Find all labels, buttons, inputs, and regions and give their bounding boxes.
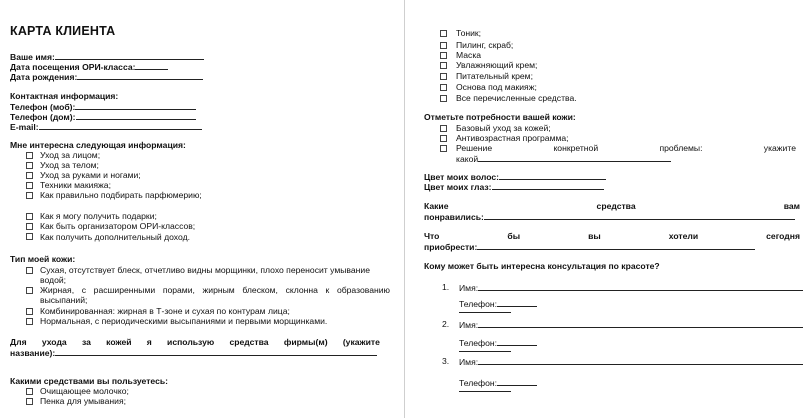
product-item: Очищающее молочко; [40,386,129,396]
email-field[interactable] [10,121,202,132]
word: средства [596,201,636,211]
liked-products-field[interactable] [424,211,795,222]
brand-name-field[interactable] [10,347,377,358]
products-heading: Какими средствами вы пользуетесь: [10,376,169,386]
checkbox-body-care[interactable] [26,162,33,169]
word: Для [10,337,27,347]
word: Жирная, [40,285,75,295]
word: хотели [668,231,699,241]
want-buy-text [424,231,800,241]
brand-care-text [10,337,380,347]
referral-number: 3. [442,356,450,366]
email-label: E-mail: [10,122,39,132]
word: я [146,337,152,347]
word: (укажите [342,337,380,347]
checkbox-organizer[interactable] [26,223,33,230]
referral-extra-line [459,351,511,352]
normal-skin-text: Нормальная, с периодическими высыпаниями и первыми морщинками. [40,316,328,326]
mobile-label: Телефон (моб): [10,102,76,112]
referral-phone-field[interactable] [459,298,537,309]
interest-item: Как правильно подбирать парфюмерию; [40,190,202,200]
word: фирмы(м) [283,337,328,347]
interest-item: Техники макияжа; [40,180,111,190]
referral-phone-line [497,337,537,346]
interest-item: Как я могу получить подарки; [40,211,157,221]
word: за [81,337,91,347]
referral-name-field[interactable] [459,319,803,330]
product-item: Маска [456,50,482,60]
name-label: Ваше имя: [10,52,55,62]
interest-item: Уход за руками и ногами; [40,170,141,180]
birth-date-field[interactable] [10,71,203,82]
word: Решение [456,143,493,153]
column-divider [404,0,405,418]
liked-products-text [424,201,800,211]
product-item: Тоник; [456,28,482,38]
checkbox-face-care[interactable] [26,152,33,159]
referral-phone-line [497,377,537,386]
checkbox-normal-skin[interactable] [26,318,33,325]
word: проблемы: [659,143,703,153]
visit-date-line [135,61,168,70]
contact-heading: Контактная информация: [10,91,119,101]
dry-skin-text-cont: водой; [40,275,67,285]
liked-products-label: понравились: [424,212,484,222]
referral-name-line [478,282,803,291]
product-item: Увлажняющий крем; [456,60,538,70]
want-buy-field[interactable] [424,241,755,252]
word: жирным [202,285,235,295]
checkbox-all-products[interactable] [440,95,447,102]
product-item: Пенка для умывания; [40,396,127,406]
interest-item: Уход за телом; [40,160,99,170]
needs-heading: Отметьте потребности вашей кожи: [424,112,576,122]
need-item: Антивозрастная программа; [456,133,569,143]
need-solution-text [456,143,796,153]
word: бы [507,231,521,241]
eye-color-field[interactable] [424,181,604,192]
hair-color-label: Цвет моих волос: [424,172,499,182]
word: средства [229,337,269,347]
name-line [55,51,204,60]
word: укажите [763,143,796,153]
specific-problem-field[interactable] [456,153,671,164]
checkbox-moisturizer[interactable] [440,62,447,69]
want-buy-line [477,241,755,250]
product-item: Основа под макияж; [456,82,537,92]
interest-item: Как получить дополнительный доход. [40,232,190,242]
referral-number: 1. [442,282,450,292]
hair-color-line [499,171,606,180]
checkbox-perfume[interactable] [26,192,33,199]
home-phone-line [76,111,196,120]
referral-name-field[interactable] [459,282,803,293]
want-buy-label: приобрести: [424,242,478,252]
product-item: Пилинг, скраб; [456,40,514,50]
oily-skin-text-cont: высыпаний; [40,295,88,305]
birth-date-line [77,71,203,80]
referral-name-line [478,356,803,365]
checkbox-income[interactable] [26,233,33,240]
brand-name-label: название): [10,348,56,358]
need-item: Базовый уход за кожей; [456,123,551,133]
mobile-line [75,101,196,110]
interests-heading: Мне интересна следующая информация: [10,140,186,150]
checkbox-specific-problem[interactable] [440,145,447,152]
referral-name-label: Имя: [459,283,479,293]
referral-phone-field[interactable] [459,337,537,348]
dry-skin-text: Сухая, отсутствует блеск, отчетливо видны морщинки, плохо переносит умывание [40,265,370,275]
checkbox-dry-skin[interactable] [26,267,33,274]
referral-name-line [478,319,803,328]
word: вы [588,231,601,241]
referral-name-label: Имя: [459,320,479,330]
email-line [39,121,202,130]
specific-problem-line [478,153,671,162]
referral-phone-label: Телефон: [459,338,498,348]
word: использую [167,337,215,347]
word: Какие [424,201,449,211]
checkbox-gifts[interactable] [26,213,33,220]
word: склонна [285,285,318,295]
checkbox-anti-age[interactable] [440,135,447,142]
referral-extra-line [459,391,511,392]
checkbox-makeup-base[interactable] [440,84,447,91]
document-title: КАРТА КЛИЕНТА [10,24,116,38]
word: порами, [162,285,195,295]
oily-skin-text [40,285,390,295]
product-item: Все перечисленные средства. [456,93,577,103]
referral-phone-label: Телефон: [459,378,498,388]
referral-phone-field[interactable] [459,377,537,388]
eye-color-label: Цвет моих глаз: [424,182,492,192]
word: сегодня [766,231,800,241]
referral-phone-label: Телефон: [459,299,498,309]
skin-type-heading: Тип моей кожи: [10,254,76,264]
checkbox-combo-skin[interactable] [26,308,33,315]
specific-problem-label: какой [456,154,479,164]
word: кожей [106,337,132,347]
referral-phone-line [497,298,537,307]
referral-number: 2. [442,319,450,329]
word: расширенными [93,285,156,295]
liked-products-line [484,211,795,220]
word: образованию [336,285,390,295]
birth-date-label: Дата рождения: [10,72,78,82]
checkbox-basic-care[interactable] [440,125,447,132]
checkbox-oily-skin[interactable] [26,287,33,294]
visit-date-label: Дата посещения ОРИ-класса: [10,62,136,72]
checkbox-tonic[interactable] [440,30,447,37]
word: с [81,285,87,295]
checkbox-cleansing-milk[interactable] [26,388,33,395]
checkbox-mask[interactable] [440,52,447,59]
referral-name-label: Имя: [459,357,479,367]
referrals-heading: Кому может быть интересна консультация по красоте? [424,261,660,271]
combo-skin-text: Комбинированная: жирная в Т-зоне и сухая по контурам лица; [40,306,290,316]
referral-extra-line [459,312,511,313]
checkbox-cleansing-foam[interactable] [26,398,33,405]
product-item: Питательный крем; [456,71,533,81]
word: вам [783,201,800,211]
word: блеском, [242,285,278,295]
eye-color-line [492,181,604,190]
brand-name-line [55,347,377,356]
interest-item: Уход за лицом; [40,150,101,160]
referral-name-field[interactable] [459,356,803,367]
word: к [325,285,330,295]
interest-item: Как быть организатором ОРИ-классов; [40,221,196,231]
word: конкретной [553,143,599,153]
checkbox-peeling[interactable] [440,42,447,49]
word: ухода [41,337,67,347]
checkbox-nourishing-cream[interactable] [440,73,447,80]
word: Что [424,231,440,241]
checkbox-makeup[interactable] [26,182,33,189]
home-phone-label: Телефон (дом): [10,112,76,122]
checkbox-hands-feet[interactable] [26,172,33,179]
